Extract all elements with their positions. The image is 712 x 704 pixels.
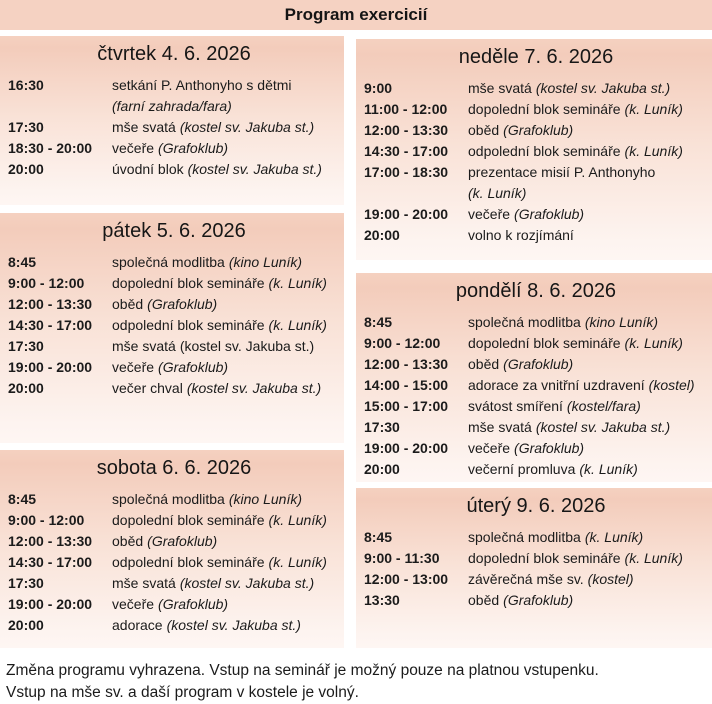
event-description	[112, 336, 340, 357]
event-time: 19:00 - 20:00	[8, 596, 93, 612]
event-text: dopolední blok semináře	[468, 550, 621, 566]
schedule-row	[8, 117, 340, 138]
schedule-row	[8, 315, 340, 336]
schedule-row	[8, 75, 340, 117]
event-text: oběd	[112, 296, 144, 312]
event-text: mše svatá	[112, 119, 176, 135]
day-title: úterý 9. 6. 2026	[466, 495, 606, 517]
event-list	[364, 527, 708, 611]
event-text: volno k rozjímání	[468, 227, 574, 243]
schedule-row	[8, 138, 340, 159]
event-text: společná modlitba	[112, 491, 225, 507]
event-description	[468, 375, 708, 396]
footer-line-2: Vstup na mše sv. a daší program v kostele je volný.	[6, 684, 359, 701]
event-description	[468, 548, 708, 569]
event-location: (kostel sv. Jakuba st.)	[166, 617, 301, 633]
event-time: 17:30	[364, 419, 400, 435]
event-text: dopolední blok semináře	[468, 335, 621, 351]
event-time: 16:30	[8, 77, 44, 93]
event-location: (kino Luník)	[228, 254, 303, 270]
event-text: odpolední blok semináře	[112, 317, 265, 333]
event-description	[112, 315, 340, 336]
event-text: večeře	[112, 596, 155, 612]
event-location: (kostel)	[587, 571, 634, 587]
event-time: 12:00 - 13:30	[8, 296, 93, 312]
event-description	[112, 138, 340, 159]
event-time: 12:00 - 13:30	[364, 356, 449, 372]
schedule-row	[8, 252, 340, 273]
event-text: večeře	[112, 140, 155, 156]
event-description	[112, 594, 340, 615]
schedule-row	[364, 417, 708, 438]
event-location: (kostel sv. Jakuba st.)	[179, 575, 315, 591]
event-location: (Grafoklub)	[158, 596, 229, 612]
event-description	[468, 438, 708, 459]
event-description	[468, 527, 708, 548]
schedule-row	[364, 396, 708, 417]
schedule-row	[364, 225, 708, 246]
event-time: 12:00 - 13:30	[364, 122, 449, 138]
event-location: (k. Luník)	[468, 185, 527, 201]
event-time: 19:00 - 20:00	[364, 206, 449, 222]
event-time: 14:30 - 17:00	[8, 317, 93, 333]
event-location: (Grafoklub)	[147, 296, 218, 312]
event-text: dopolední blok semináře	[468, 101, 621, 117]
event-text: mše svatá	[112, 338, 176, 354]
schedule-row	[364, 590, 708, 611]
event-location: (k. Luník)	[268, 554, 327, 570]
event-description	[112, 252, 340, 273]
event-text: oběd	[468, 356, 500, 372]
event-time: 20:00	[8, 161, 44, 177]
event-text: adorace	[112, 617, 163, 633]
event-description	[468, 204, 708, 225]
event-text: společná modlitba	[468, 314, 581, 330]
event-text: večeře	[468, 206, 511, 222]
event-time: 9:00 - 12:00	[8, 512, 85, 528]
event-location: (Grafoklub)	[503, 592, 574, 608]
schedule-row	[364, 120, 708, 141]
event-text: večeře	[468, 440, 511, 456]
event-text: závěrečná mše sv.	[468, 571, 584, 587]
day-block-ctvrtek	[0, 36, 344, 205]
event-description	[112, 615, 340, 636]
event-time: 14:30 - 17:00	[364, 143, 449, 159]
event-description	[468, 396, 708, 417]
event-location: (k. Luník)	[584, 529, 644, 545]
schedule-row	[364, 527, 708, 548]
day-title: pátek 5. 6. 2026	[102, 220, 246, 242]
day-title: sobota 6. 6. 2026	[96, 457, 252, 479]
event-time: 9:00 - 12:00	[8, 275, 85, 291]
schedule-row	[8, 489, 340, 510]
day-title: neděle 7. 6. 2026	[458, 46, 614, 68]
event-description	[468, 78, 708, 99]
event-description	[468, 162, 708, 204]
schedule-row	[364, 141, 708, 162]
event-description	[468, 312, 708, 333]
event-time: 9:00	[364, 80, 393, 96]
event-text: úvodní blok	[112, 161, 184, 177]
event-text: mše svatá	[468, 80, 532, 96]
schedule-row	[8, 273, 340, 294]
event-time: 9:00 - 11:30	[364, 550, 440, 566]
event-list	[364, 312, 708, 480]
event-location: (k. Luník)	[579, 461, 638, 477]
event-time: 18:30 - 20:00	[8, 140, 93, 156]
event-location: (k. Luník)	[624, 143, 683, 159]
page-title-bar	[0, 0, 712, 30]
event-description	[468, 120, 708, 141]
schedule-row	[364, 459, 708, 480]
event-text: svátost smíření	[468, 398, 563, 414]
event-time: 8:45	[364, 529, 393, 545]
schedule-row	[8, 378, 340, 399]
event-location: (kostel sv. Jakuba st.)	[535, 419, 671, 435]
event-location: (k. Luník)	[268, 512, 327, 528]
schedule-row	[8, 336, 340, 357]
left-column	[0, 30, 344, 648]
event-location: (kostel/fara)	[566, 398, 641, 414]
event-time: 8:45	[364, 314, 393, 330]
event-location: (Grafoklub)	[514, 440, 585, 456]
event-text: společná modlitba	[112, 254, 225, 270]
event-location: (kostel sv. Jakuba st.)	[187, 161, 322, 177]
event-location: (Grafoklub)	[158, 140, 229, 156]
event-location: (Grafoklub)	[503, 356, 574, 372]
event-time: 15:00 - 17:00	[364, 398, 449, 414]
event-time: 8:45	[8, 254, 37, 270]
event-description	[468, 590, 708, 611]
event-location: (kostel sv. Jakuba st.)	[535, 80, 671, 96]
schedule-row	[364, 354, 708, 375]
event-time: 8:45	[8, 491, 37, 507]
event-time: 13:30	[364, 592, 400, 608]
schedule-row	[364, 78, 708, 99]
event-description	[112, 531, 340, 552]
event-text: mše svatá	[468, 419, 532, 435]
right-column	[356, 30, 712, 648]
event-time: 17:00 - 18:30	[364, 164, 449, 180]
event-location: (kostel sv. Jakuba st.)	[179, 338, 315, 354]
event-text: dopolední blok semináře	[112, 512, 265, 528]
schedule-row	[8, 294, 340, 315]
schedule-row	[364, 333, 708, 354]
event-description	[468, 354, 708, 375]
event-time: 12:00 - 13:00	[364, 571, 449, 587]
schedule-row	[8, 510, 340, 531]
event-description	[468, 99, 708, 120]
day-title: čtvrtek 4. 6. 2026	[97, 43, 251, 65]
event-location: (Grafoklub)	[147, 533, 218, 549]
schedule-columns	[0, 30, 712, 648]
schedule-row	[364, 204, 708, 225]
schedule-row	[364, 438, 708, 459]
day-block-pondeli	[356, 273, 712, 482]
event-description	[112, 378, 340, 399]
day-block-nedele	[356, 39, 712, 260]
event-time: 20:00	[8, 617, 44, 633]
event-time: 20:00	[364, 227, 400, 243]
event-text: společná modlitba	[468, 529, 581, 545]
event-text: večeře	[112, 359, 155, 375]
day-block-sobota	[0, 450, 344, 648]
event-text: dopolední blok semináře	[112, 275, 265, 291]
schedule-row	[364, 312, 708, 333]
footer-note	[0, 660, 712, 704]
event-location: (farní zahrada/fara)	[112, 98, 232, 114]
event-location: (Grafoklub)	[158, 359, 229, 375]
event-list	[8, 75, 340, 180]
event-time: 20:00	[8, 380, 44, 396]
schedule-row	[8, 594, 340, 615]
event-description	[112, 357, 340, 378]
event-time: 9:00 - 12:00	[364, 335, 441, 351]
event-description	[112, 75, 340, 117]
schedule-row	[8, 573, 340, 594]
event-description	[468, 569, 708, 590]
event-location: (k. Luník)	[268, 317, 327, 333]
event-description	[112, 273, 340, 294]
event-location: (kino Luník)	[228, 491, 303, 507]
event-description	[112, 573, 340, 594]
event-location: (kostel)	[648, 377, 695, 393]
schedule-row	[8, 615, 340, 636]
event-description	[468, 459, 708, 480]
event-time: 14:00 - 15:00	[364, 377, 449, 393]
event-description	[468, 417, 708, 438]
page-title: Program exercicií	[284, 5, 428, 24]
schedule-row	[8, 357, 340, 378]
event-location: (k. Luník)	[624, 101, 683, 117]
schedule-row	[364, 548, 708, 569]
event-time: 19:00 - 20:00	[364, 440, 449, 456]
event-location: (kostel sv. Jakuba st.)	[186, 380, 322, 396]
event-text: oběd	[468, 122, 500, 138]
event-text: odpolední blok semináře	[112, 554, 265, 570]
day-block-utery	[356, 488, 712, 648]
event-description	[112, 159, 340, 180]
event-time: 14:30 - 17:00	[8, 554, 93, 570]
event-description	[112, 510, 340, 531]
event-description	[112, 552, 340, 573]
event-location: (k. Luník)	[624, 335, 683, 351]
event-description	[468, 333, 708, 354]
schedule-row	[8, 552, 340, 573]
event-list	[8, 252, 340, 399]
event-location: (k. Luník)	[268, 275, 327, 291]
event-time: 20:00	[364, 461, 400, 477]
event-text: mše svatá	[112, 575, 176, 591]
event-description	[468, 141, 708, 162]
schedule-row	[8, 159, 340, 180]
event-text: oběd	[112, 533, 144, 549]
event-time: 12:00 - 13:30	[8, 533, 93, 549]
event-location: (kino Luník)	[584, 314, 659, 330]
event-location: (kostel sv. Jakuba st.)	[179, 119, 315, 135]
event-location: (Grafoklub)	[514, 206, 585, 222]
event-description	[468, 225, 708, 246]
schedule-row	[364, 569, 708, 590]
event-text: večer chval	[112, 380, 183, 396]
event-time: 19:00 - 20:00	[8, 359, 93, 375]
event-time: 11:00 - 12:00	[364, 101, 448, 117]
schedule-row	[364, 162, 708, 204]
event-description	[112, 117, 340, 138]
schedule-row	[364, 375, 708, 396]
event-description	[112, 294, 340, 315]
event-text: setkání P. Anthonyho s dětmi	[112, 77, 292, 93]
event-text: adorace za vnitřní uzdravení	[468, 377, 645, 393]
event-location: (k. Luník)	[624, 550, 683, 566]
event-text: večerní promluva	[468, 461, 576, 477]
event-text: oběd	[468, 592, 500, 608]
event-location: (Grafoklub)	[503, 122, 574, 138]
event-time: 17:30	[8, 119, 44, 135]
event-time: 17:30	[8, 338, 44, 354]
event-description	[112, 489, 340, 510]
schedule-row	[364, 99, 708, 120]
event-time: 17:30	[8, 575, 44, 591]
event-list	[8, 489, 340, 636]
event-list	[364, 78, 708, 246]
footer-line-1: Změna programu vyhrazena. Vstup na seminář je možný pouze na platnou vstupenku.	[6, 662, 599, 679]
day-title: pondělí 8. 6. 2026	[455, 280, 617, 302]
schedule-row	[8, 531, 340, 552]
event-text: prezentace misií P. Anthonyho	[468, 164, 656, 180]
day-block-patek	[0, 213, 344, 443]
event-text: odpolední blok semináře	[468, 143, 621, 159]
